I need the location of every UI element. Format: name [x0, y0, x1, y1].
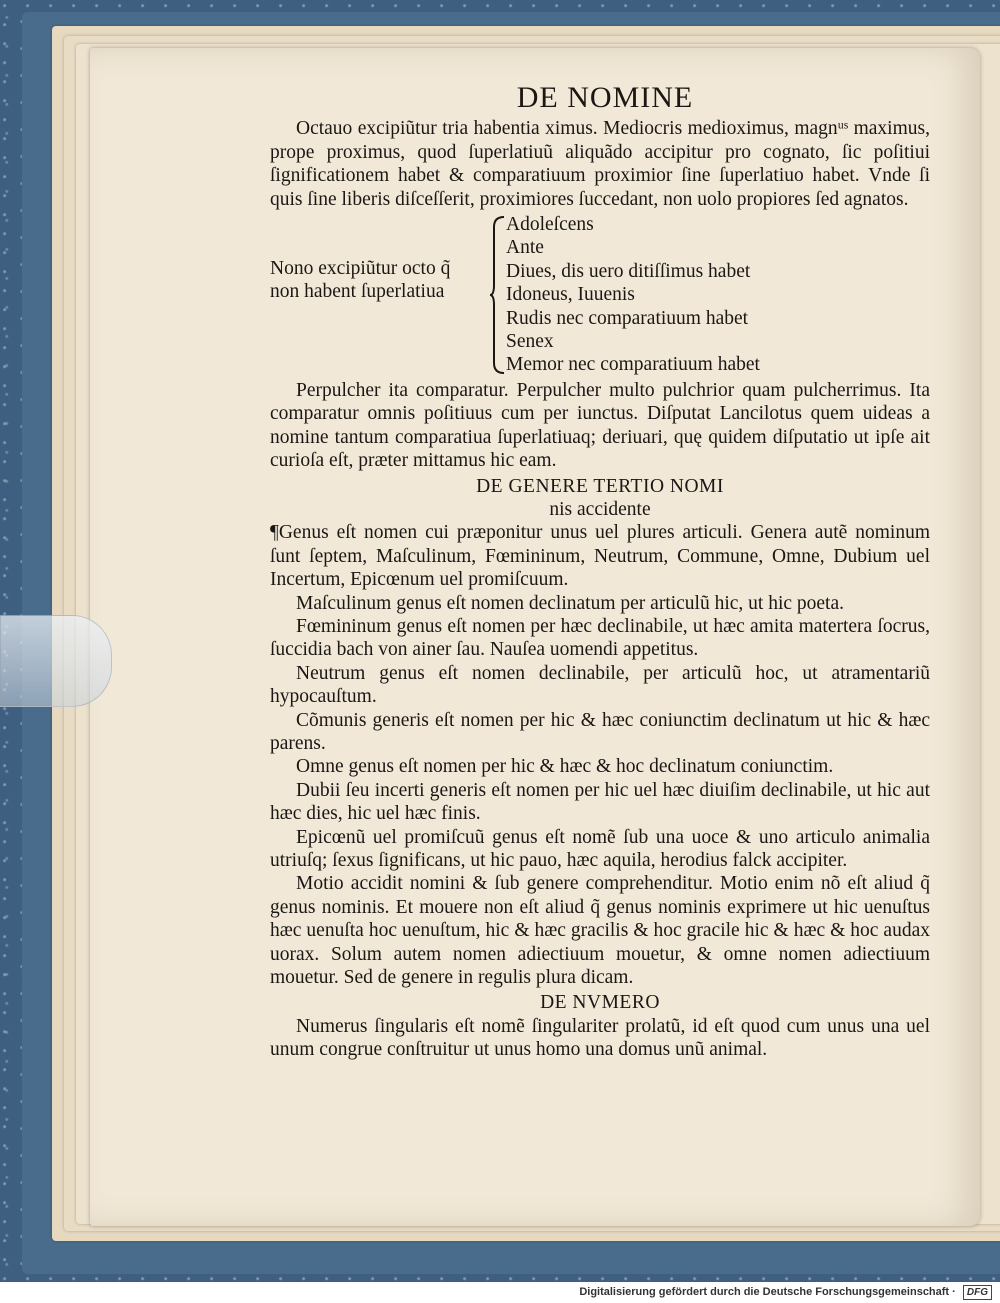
paragraph-masculinum: Maſculinum genus eſt nomen declinatum per articulũ hic, ut hic poeta. — [296, 592, 845, 614]
exception-item: Idoneus, Iuuenis — [506, 284, 635, 306]
exception-label-line-1: Nono excipiũtur octo q̃ — [270, 258, 451, 280]
paragraph-neutrum: Neutrum genus eſt nomen declinabile, per articulũ hoc, ut atramentariũ hypocauſtum. — [270, 662, 930, 708]
paragraph-intro: Octauo excipiũtur tria habentia ximus. Mediocris medioximus, magnᵘˢ maximus, prope proximus, quod ſuperlatiuũ aliquãdo accipitur pro cognato, ſic poſitiui ſignificationem habet & comparatiuum proximior ſine ſuperlatiuo habet. Vnde ſi quis ſine liberis diſceſſerit, proximiores ſuccedant, non uolo propiores ſed agnatos. — [270, 118, 930, 210]
paragraph-dubii: Dubii ſeu incerti generis eſt nomen per hic uel hæc diuiſim declinabile, ut hic aut hæc dies, hic uel hæc finis. — [270, 779, 930, 825]
exception-label-line-2: non habent ſuperlatiua — [270, 281, 445, 303]
exception-item: Ante — [506, 237, 544, 259]
paragraph-omne: Omne genus eſt nomen per hic & hæc & hoc declinatum coniunctim. — [296, 756, 834, 778]
exception-item: Memor nec comparatiuum habet — [506, 354, 760, 376]
paragraph-communis: Cõmunis generis eſt nomen per hic & hæc coniunctim declinatum ut hic & hæc parens. — [270, 709, 930, 754]
section-subheading-genus: nis accidente — [549, 498, 651, 520]
section-heading-numerus: DE NVMERO — [540, 992, 660, 1014]
paragraph-foemininum: Fœmininum genus eſt nomen per hæc declinabile, ut hæc amita matertera ſocrus, ſuccidia bach von ainer ſau. Nauſea uomendi appetitus. — [270, 615, 930, 661]
paragraph-epicoenum: Epicœnũ uel promiſcuũ genus eſt nomẽ ſub una uoce & uno articulo animalia utriuſq; ſexus ſignificans, ut hic pauo, hæc aquila, herodius falck accipiter. — [270, 826, 930, 871]
exception-item: Senex — [506, 331, 554, 353]
brace-icon — [488, 213, 506, 377]
exception-table-label — [270, 213, 488, 377]
paragraph-motio: Motio accidit nomini & ſub genere comprehenditur. Motio enim nõ eſt aliud q̃ genus nominis. Et mouere non eſt aliud q̃ genus nominis exprimere ut hic uenuſtus hæc uenuſta hoc uenuſtum, hic & hæc gracilis & hoc gracile hic & hæc & hoc audax uorax. Solum autem nomen adiectiuum mouetur, & omne nomen adiectiuum mouetur. Sed de genere in regulis plura dicam. — [270, 873, 930, 989]
dfg-logo-icon: DFG — [963, 1285, 992, 1300]
section-heading-genus: DE GENERE TERTIO NOMI — [476, 475, 724, 497]
paragraph-numerus: Numerus ſingularis eſt nomẽ ſingulariter prolatũ, id eſt quod cum unus una uel unum congrue conſtruitur ut unus homo una domus unũ animal. — [270, 1015, 930, 1061]
page-title: DE NOMINE — [516, 81, 694, 114]
exception-item: Rudis nec comparatiuum habet — [506, 307, 749, 329]
paragraph-genus: ¶Genus eſt nomen cui præponitur unus uel plures articuli. Genera autẽ nominum ſunt ſeptem, Maſculinum, Fœmininum, Neutrum, Commune, Omne, Dubium uel Incertum, Epicœnum uel promiſcuum. — [270, 522, 930, 591]
page-text-block — [270, 81, 930, 1062]
digitization-footer — [0, 1282, 1000, 1303]
paragraph-perpulcher: Perpulcher ita comparatur. Perpulcher multo pulchrior quam pulcherrimus. Ita comparatur omnis poſitiuus cum per iunctus. Diſputat Lancilotus quem uideas a nomine tantum comparatiua ſuperlatiuaq; deriuari, quę quidem diſputatio ut ipſe ait curioſa eſt, præter mittamus hic eam. — [270, 379, 930, 472]
footer-credit-text: Digitalisierung gefördert durch die Deutsche Forschungsgemeinschaft · — [579, 1286, 956, 1298]
page-clip — [0, 615, 112, 707]
exception-item: Adoleſcens — [506, 214, 594, 236]
exception-list — [506, 213, 930, 377]
exception-item: Diues, dis uero ditiſſimus habet — [506, 260, 751, 282]
exception-table — [270, 213, 930, 377]
